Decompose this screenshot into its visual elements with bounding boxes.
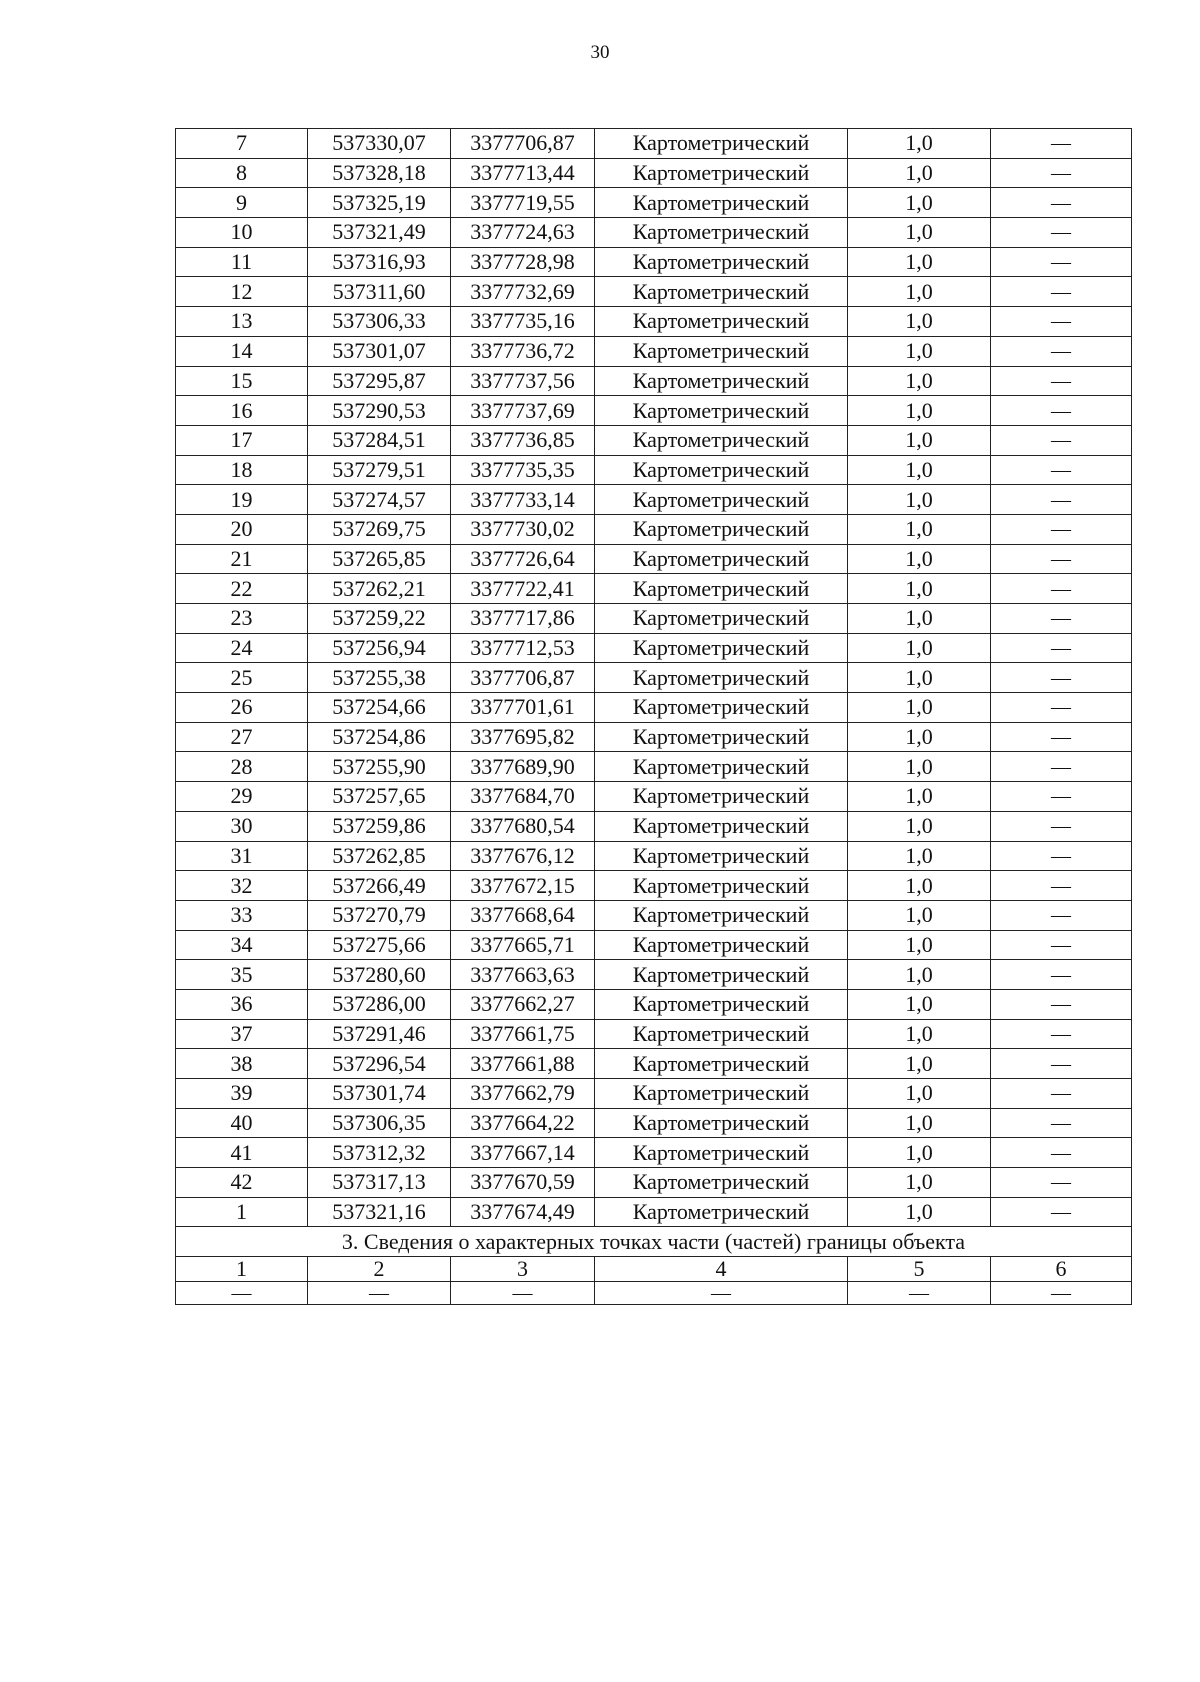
accuracy-cell: 1,0	[848, 1138, 991, 1168]
x-coordinate-cell: 537269,75	[308, 514, 451, 544]
table-row	[176, 455, 1132, 485]
description-cell: —	[991, 1168, 1132, 1198]
method-cell: Картометрический	[595, 693, 848, 723]
y-coordinate-cell: 3377662,27	[451, 989, 595, 1019]
y-coordinate-cell: 3377735,35	[451, 455, 595, 485]
description-cell: —	[991, 247, 1132, 277]
x-coordinate-cell: 537255,38	[308, 663, 451, 693]
y-coordinate-cell: 3377722,41	[451, 574, 595, 604]
x-coordinate-cell: 537274,57	[308, 485, 451, 515]
y-coordinate-cell: 3377726,64	[451, 544, 595, 574]
coordinates-table-body	[176, 129, 1132, 1227]
point-number-cell: 35	[176, 960, 308, 990]
description-cell: —	[991, 960, 1132, 990]
x-coordinate-cell: 537295,87	[308, 366, 451, 396]
x-coordinate-cell: 537306,35	[308, 1108, 451, 1138]
method-cell: Картометрический	[595, 1019, 848, 1049]
point-number-cell: 28	[176, 752, 308, 782]
description-cell: —	[991, 722, 1132, 752]
x-coordinate-cell: 537256,94	[308, 633, 451, 663]
accuracy-cell: 1,0	[848, 366, 991, 396]
point-number-cell: 21	[176, 544, 308, 574]
y-coordinate-cell: 3377735,16	[451, 307, 595, 337]
method-cell: Картометрический	[595, 425, 848, 455]
table-row	[176, 841, 1132, 871]
y-coordinate-cell: 3377736,85	[451, 425, 595, 455]
table-row	[176, 129, 1132, 159]
point-number-cell: 16	[176, 396, 308, 426]
x-coordinate-cell: 537259,22	[308, 604, 451, 634]
table-row	[176, 989, 1132, 1019]
description-cell: —	[991, 841, 1132, 871]
accuracy-cell: 1,0	[848, 188, 991, 218]
accuracy-cell: 1,0	[848, 604, 991, 634]
y-coordinate-cell: 3377689,90	[451, 752, 595, 782]
section-3-title: 3. Сведения о характерных точках части (частей) границы объекта	[176, 1227, 1132, 1257]
accuracy-cell: 1,0	[848, 1108, 991, 1138]
accuracy-cell: 1,0	[848, 277, 991, 307]
description-cell: —	[991, 336, 1132, 366]
point-number-cell: 29	[176, 782, 308, 812]
section-3-header-cell: 2	[308, 1257, 451, 1282]
method-cell: Картометрический	[595, 752, 848, 782]
method-cell: Картометрический	[595, 930, 848, 960]
method-cell: Картометрический	[595, 960, 848, 990]
table-row	[176, 871, 1132, 901]
description-cell: —	[991, 455, 1132, 485]
y-coordinate-cell: 3377712,53	[451, 633, 595, 663]
accuracy-cell: 1,0	[848, 158, 991, 188]
description-cell: —	[991, 1019, 1132, 1049]
y-coordinate-cell: 3377737,56	[451, 366, 595, 396]
description-cell: —	[991, 366, 1132, 396]
method-cell: Картометрический	[595, 1138, 848, 1168]
method-cell: Картометрический	[595, 633, 848, 663]
description-cell: —	[991, 871, 1132, 901]
y-coordinate-cell: 3377701,61	[451, 693, 595, 723]
point-number-cell: 30	[176, 811, 308, 841]
method-cell: Картометрический	[595, 1197, 848, 1227]
x-coordinate-cell: 537284,51	[308, 425, 451, 455]
point-number-cell: 41	[176, 1138, 308, 1168]
table-row	[176, 247, 1132, 277]
table-row	[176, 544, 1132, 574]
accuracy-cell: 1,0	[848, 871, 991, 901]
x-coordinate-cell: 537254,66	[308, 693, 451, 723]
method-cell: Картометрический	[595, 722, 848, 752]
point-number-cell: 36	[176, 989, 308, 1019]
y-coordinate-cell: 3377736,72	[451, 336, 595, 366]
y-coordinate-cell: 3377732,69	[451, 277, 595, 307]
description-cell: —	[991, 989, 1132, 1019]
section-3-empty-cell: —	[176, 1282, 308, 1305]
accuracy-cell: 1,0	[848, 900, 991, 930]
y-coordinate-cell: 3377706,87	[451, 663, 595, 693]
description-cell: —	[991, 693, 1132, 723]
y-coordinate-cell: 3377733,14	[451, 485, 595, 515]
y-coordinate-cell: 3377664,22	[451, 1108, 595, 1138]
accuracy-cell: 1,0	[848, 782, 991, 812]
point-number-cell: 25	[176, 663, 308, 693]
x-coordinate-cell: 537254,86	[308, 722, 451, 752]
table-row	[176, 218, 1132, 248]
description-cell: —	[991, 129, 1132, 159]
x-coordinate-cell: 537255,90	[308, 752, 451, 782]
table-row	[176, 693, 1132, 723]
table-row	[176, 188, 1132, 218]
method-cell: Картометрический	[595, 604, 848, 634]
accuracy-cell: 1,0	[848, 752, 991, 782]
accuracy-cell: 1,0	[848, 989, 991, 1019]
accuracy-cell: 1,0	[848, 425, 991, 455]
method-cell: Картометрический	[595, 1168, 848, 1198]
page-number: 30	[590, 42, 610, 63]
table-row	[176, 752, 1132, 782]
method-cell: Картометрический	[595, 871, 848, 901]
method-cell: Картометрический	[595, 247, 848, 277]
point-number-cell: 18	[176, 455, 308, 485]
accuracy-cell: 1,0	[848, 544, 991, 574]
x-coordinate-cell: 537266,49	[308, 871, 451, 901]
method-cell: Картометрический	[595, 277, 848, 307]
point-number-cell: 37	[176, 1019, 308, 1049]
description-cell: —	[991, 574, 1132, 604]
table-row	[176, 158, 1132, 188]
section-3-empty-cell: —	[848, 1282, 991, 1305]
x-coordinate-cell: 537280,60	[308, 960, 451, 990]
method-cell: Картометрический	[595, 900, 848, 930]
accuracy-cell: 1,0	[848, 514, 991, 544]
table-row	[176, 307, 1132, 337]
accuracy-cell: 1,0	[848, 722, 991, 752]
accuracy-cell: 1,0	[848, 485, 991, 515]
point-number-cell: 8	[176, 158, 308, 188]
point-number-cell: 27	[176, 722, 308, 752]
y-coordinate-cell: 3377737,69	[451, 396, 595, 426]
table-row	[176, 1197, 1132, 1227]
point-number-cell: 38	[176, 1049, 308, 1079]
point-number-cell: 33	[176, 900, 308, 930]
accuracy-cell: 1,0	[848, 1079, 991, 1109]
y-coordinate-cell: 3377668,64	[451, 900, 595, 930]
x-coordinate-cell: 537296,54	[308, 1049, 451, 1079]
table-row	[176, 663, 1132, 693]
description-cell: —	[991, 158, 1132, 188]
section-3-header-cell: 4	[595, 1257, 848, 1282]
description-cell: —	[991, 1049, 1132, 1079]
y-coordinate-cell: 3377680,54	[451, 811, 595, 841]
x-coordinate-cell: 537270,79	[308, 900, 451, 930]
table-row	[176, 1019, 1132, 1049]
accuracy-cell: 1,0	[848, 218, 991, 248]
x-coordinate-cell: 537275,66	[308, 930, 451, 960]
description-cell: —	[991, 396, 1132, 426]
description-cell: —	[991, 811, 1132, 841]
x-coordinate-cell: 537321,16	[308, 1197, 451, 1227]
x-coordinate-cell: 537301,07	[308, 336, 451, 366]
table-row	[176, 574, 1132, 604]
accuracy-cell: 1,0	[848, 663, 991, 693]
table-row	[176, 366, 1132, 396]
x-coordinate-cell: 537291,46	[308, 1019, 451, 1049]
method-cell: Картометрический	[595, 218, 848, 248]
accuracy-cell: 1,0	[848, 455, 991, 485]
section-3-empty-cell: —	[451, 1282, 595, 1305]
method-cell: Картометрический	[595, 307, 848, 337]
accuracy-cell: 1,0	[848, 1168, 991, 1198]
method-cell: Картометрический	[595, 129, 848, 159]
description-cell: —	[991, 782, 1132, 812]
table-row	[176, 514, 1132, 544]
x-coordinate-cell: 537321,49	[308, 218, 451, 248]
method-cell: Картометрический	[595, 485, 848, 515]
point-number-cell: 17	[176, 425, 308, 455]
accuracy-cell: 1,0	[848, 811, 991, 841]
description-cell: —	[991, 1138, 1132, 1168]
point-number-cell: 13	[176, 307, 308, 337]
method-cell: Картометрический	[595, 574, 848, 604]
accuracy-cell: 1,0	[848, 396, 991, 426]
x-coordinate-cell: 537257,65	[308, 782, 451, 812]
section-3-header-row	[176, 1257, 1132, 1282]
table-row	[176, 782, 1132, 812]
x-coordinate-cell: 537301,74	[308, 1079, 451, 1109]
x-coordinate-cell: 537325,19	[308, 188, 451, 218]
method-cell: Картометрический	[595, 989, 848, 1019]
method-cell: Картометрический	[595, 1049, 848, 1079]
x-coordinate-cell: 537286,00	[308, 989, 451, 1019]
accuracy-cell: 1,0	[848, 693, 991, 723]
point-number-cell: 22	[176, 574, 308, 604]
method-cell: Картометрический	[595, 336, 848, 366]
y-coordinate-cell: 3377670,59	[451, 1168, 595, 1198]
x-coordinate-cell: 537265,85	[308, 544, 451, 574]
table-row	[176, 930, 1132, 960]
table-row	[176, 277, 1132, 307]
point-number-cell: 23	[176, 604, 308, 634]
method-cell: Картометрический	[595, 1108, 848, 1138]
x-coordinate-cell: 537259,86	[308, 811, 451, 841]
accuracy-cell: 1,0	[848, 1019, 991, 1049]
table-row	[176, 900, 1132, 930]
accuracy-cell: 1,0	[848, 930, 991, 960]
description-cell: —	[991, 307, 1132, 337]
y-coordinate-cell: 3377674,49	[451, 1197, 595, 1227]
point-number-cell: 11	[176, 247, 308, 277]
section-3-header-cell: 3	[451, 1257, 595, 1282]
table-row	[176, 1138, 1132, 1168]
y-coordinate-cell: 3377662,79	[451, 1079, 595, 1109]
accuracy-cell: 1,0	[848, 1049, 991, 1079]
accuracy-cell: 1,0	[848, 574, 991, 604]
section-3-header-cell: 5	[848, 1257, 991, 1282]
point-number-cell: 12	[176, 277, 308, 307]
y-coordinate-cell: 3377684,70	[451, 782, 595, 812]
x-coordinate-cell: 537279,51	[308, 455, 451, 485]
coordinates-table	[175, 128, 1132, 1305]
point-number-cell: 15	[176, 366, 308, 396]
method-cell: Картометрический	[595, 782, 848, 812]
y-coordinate-cell: 3377663,63	[451, 960, 595, 990]
accuracy-cell: 1,0	[848, 336, 991, 366]
method-cell: Картометрический	[595, 158, 848, 188]
accuracy-cell: 1,0	[848, 960, 991, 990]
accuracy-cell: 1,0	[848, 247, 991, 277]
description-cell: —	[991, 1108, 1132, 1138]
table-row	[176, 425, 1132, 455]
y-coordinate-cell: 3377676,12	[451, 841, 595, 871]
description-cell: —	[991, 752, 1132, 782]
method-cell: Картометрический	[595, 811, 848, 841]
section-3-empty-cell: —	[595, 1282, 848, 1305]
table-row	[176, 604, 1132, 634]
y-coordinate-cell: 3377706,87	[451, 129, 595, 159]
point-number-cell: 9	[176, 188, 308, 218]
table-row	[176, 396, 1132, 426]
y-coordinate-cell: 3377713,44	[451, 158, 595, 188]
table-row	[176, 1168, 1132, 1198]
x-coordinate-cell: 537262,21	[308, 574, 451, 604]
method-cell: Картометрический	[595, 1079, 848, 1109]
method-cell: Картометрический	[595, 544, 848, 574]
description-cell: —	[991, 633, 1132, 663]
point-number-cell: 26	[176, 693, 308, 723]
description-cell: —	[991, 930, 1132, 960]
point-number-cell: 7	[176, 129, 308, 159]
description-cell: —	[991, 485, 1132, 515]
point-number-cell: 10	[176, 218, 308, 248]
table-row	[176, 1108, 1132, 1138]
method-cell: Картометрический	[595, 366, 848, 396]
description-cell: —	[991, 1197, 1132, 1227]
accuracy-cell: 1,0	[848, 307, 991, 337]
description-cell: —	[991, 663, 1132, 693]
point-number-cell: 34	[176, 930, 308, 960]
y-coordinate-cell: 3377730,02	[451, 514, 595, 544]
description-cell: —	[991, 544, 1132, 574]
description-cell: —	[991, 514, 1132, 544]
point-number-cell: 39	[176, 1079, 308, 1109]
x-coordinate-cell: 537306,33	[308, 307, 451, 337]
y-coordinate-cell: 3377719,55	[451, 188, 595, 218]
method-cell: Картометрический	[595, 396, 848, 426]
section-3-header-cell: 1	[176, 1257, 308, 1282]
y-coordinate-cell: 3377672,15	[451, 871, 595, 901]
y-coordinate-cell: 3377665,71	[451, 930, 595, 960]
description-cell: —	[991, 218, 1132, 248]
section-3-empty-cell: —	[991, 1282, 1132, 1305]
point-number-cell: 42	[176, 1168, 308, 1198]
table-row	[176, 336, 1132, 366]
table-row	[176, 722, 1132, 752]
point-number-cell: 19	[176, 485, 308, 515]
description-cell: —	[991, 277, 1132, 307]
y-coordinate-cell: 3377661,88	[451, 1049, 595, 1079]
point-number-cell: 32	[176, 871, 308, 901]
x-coordinate-cell: 537330,07	[308, 129, 451, 159]
accuracy-cell: 1,0	[848, 841, 991, 871]
section-3-header-cell: 6	[991, 1257, 1132, 1282]
point-number-cell: 14	[176, 336, 308, 366]
x-coordinate-cell: 537316,93	[308, 247, 451, 277]
point-number-cell: 1	[176, 1197, 308, 1227]
y-coordinate-cell: 3377728,98	[451, 247, 595, 277]
method-cell: Картометрический	[595, 188, 848, 218]
method-cell: Картометрический	[595, 663, 848, 693]
y-coordinate-cell: 3377717,86	[451, 604, 595, 634]
section-3-title-row	[176, 1227, 1132, 1257]
section-3-body	[176, 1227, 1132, 1305]
accuracy-cell: 1,0	[848, 129, 991, 159]
table-row	[176, 1049, 1132, 1079]
point-number-cell: 20	[176, 514, 308, 544]
x-coordinate-cell: 537262,85	[308, 841, 451, 871]
method-cell: Картометрический	[595, 841, 848, 871]
table-row	[176, 960, 1132, 990]
accuracy-cell: 1,0	[848, 1197, 991, 1227]
y-coordinate-cell: 3377724,63	[451, 218, 595, 248]
table-row	[176, 633, 1132, 663]
description-cell: —	[991, 1079, 1132, 1109]
description-cell: —	[991, 188, 1132, 218]
description-cell: —	[991, 604, 1132, 634]
x-coordinate-cell: 537328,18	[308, 158, 451, 188]
y-coordinate-cell: 3377695,82	[451, 722, 595, 752]
table-row	[176, 811, 1132, 841]
method-cell: Картометрический	[595, 514, 848, 544]
method-cell: Картометрический	[595, 455, 848, 485]
section-3-empty-cell: —	[308, 1282, 451, 1305]
point-number-cell: 24	[176, 633, 308, 663]
y-coordinate-cell: 3377667,14	[451, 1138, 595, 1168]
section-3-empty-row	[176, 1282, 1132, 1305]
x-coordinate-cell: 537317,13	[308, 1168, 451, 1198]
table-row	[176, 1079, 1132, 1109]
point-number-cell: 31	[176, 841, 308, 871]
x-coordinate-cell: 537312,32	[308, 1138, 451, 1168]
accuracy-cell: 1,0	[848, 633, 991, 663]
point-number-cell: 40	[176, 1108, 308, 1138]
x-coordinate-cell: 537290,53	[308, 396, 451, 426]
description-cell: —	[991, 900, 1132, 930]
y-coordinate-cell: 3377661,75	[451, 1019, 595, 1049]
description-cell: —	[991, 425, 1132, 455]
x-coordinate-cell: 537311,60	[308, 277, 451, 307]
table-row	[176, 485, 1132, 515]
